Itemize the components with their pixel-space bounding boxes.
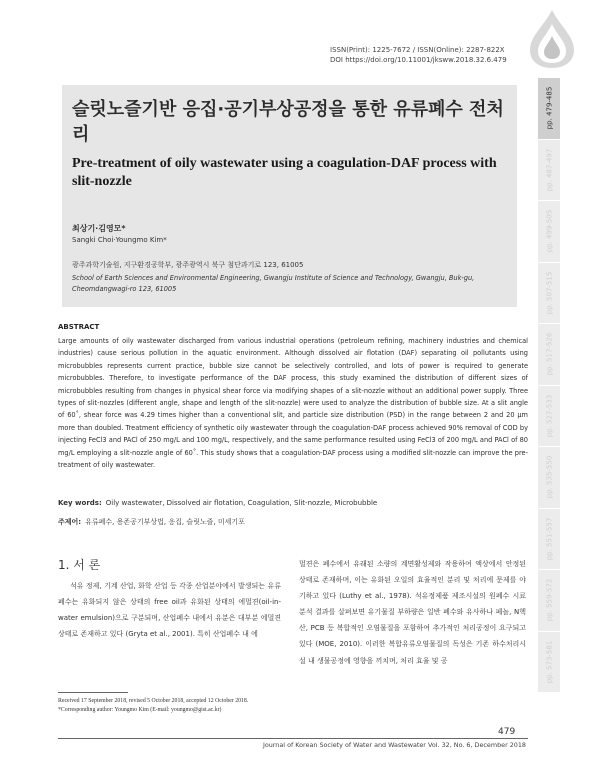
issn-block: [330, 45, 520, 65]
page-tab-527-533[interactable]: [538, 386, 560, 448]
body-right-column: 멀젼은 폐수에서 유래된 소량의 계면활성제와 작용하여 액상에서 안정된 상태로 존재하며, 이는 유화된 오일의 효율적인 분리 및 처리에 문제를 야기하고 있다 (Luthy et al., 1978). 석유정제품 제조시설의 원폐수 시료 분석 결과를 살펴보면 유기물질 부하량은 일반 폐수와 유사하나 페놀, N헥산, PCB 등 복합적인 오염물질을 포함하여 추가적인 처리공정이 요구되고 있다 (MOE, 2010). 이러한 복합유류오염물질의 독성은 기존 하수처리시설 내 생물공정에 영향을 끼치며, 처리 효율 및 공: [299, 560, 526, 665]
page-tab-551-557[interactable]: [538, 509, 560, 571]
page-tab-label: pp. 517-526: [545, 332, 553, 376]
footnote-corresponding: *Corresponding author: Youngmo Kim (E-mail: youngmo@gist.ac.kr): [58, 706, 222, 713]
keywords-label: Key words:: [58, 499, 102, 507]
page-tab-535-550[interactable]: [538, 447, 560, 509]
page-tab-label: pp. 479-485: [545, 86, 553, 130]
page-tab-label: pp. 499-505: [545, 209, 553, 253]
keywords-korean-line: [58, 517, 528, 527]
english-title: Pre-treatment of oily wastewater using a coagulation-DAF process with slit-nozzle: [72, 156, 497, 189]
page-tab-label: pp. 507-515: [545, 271, 553, 315]
page-tab-label: pp. 487-497: [545, 148, 553, 192]
issn-line: ISSN(Print): 1225-7672 / ISSN(Online): 2287-822X: [330, 46, 505, 54]
affiliation-korean: 광주과학기술원, 지구환경공학부, 광주광역시 북구 첨단과기로 123, 61005: [72, 261, 304, 269]
page-tab-label: pp. 573-581: [545, 640, 553, 684]
keywords-korean-text: 유류폐수, 용존공기부상법, 응집, 슬릿노즐, 미세기포: [85, 518, 245, 526]
keywords-line: [58, 499, 528, 507]
page-tab-label: pp. 559-572: [545, 578, 553, 622]
abstract-text: Large amounts of oily wastewater discharged from various industrial operations (petroleum refining, machinery industries and chemical industries) cause serious pollution in the aquatic environment. Although dissolved air flotation (DAF) separating oil pollutants using microbubbles represents current practice, bubble size cannot be selectively controlled, and lots of power is required to generate microbubbles. Therefore, to investigate performance of the DAF process, this study examined the distribution of different sizes of microbubbles resulting from changes in physical shear force via modifying shapes of a slit-nozzle without an additional power supply. Three types of slit-nozzles (different angle, shape and length of the slit-nozzle) were used to analyze the distribution of bubble size. At a slit angle of 60˚, shear force was 4.29 times higher than a conventional slit, and particle size distribution (PSD) in the range between 2 and 20 μm more than doubled. Treatment efficiency of synthetic oily wastewater through the coagulation-DAF process achieved 90% removal of COD by injecting FeCl3 and PACl of 250 mg/L and 100 mg/L, respectively, and the same performance resulted using FeCl3 of 200 mg/L and PACl of 80 mg/L employing a slit-nozzle angle of 60˚. This study shows that a coagulation-DAF process using a modified slit-nozzle can improve the pre-treatment of oily wastewater.: [58, 337, 528, 470]
abstract-heading: ABSTRACT: [58, 323, 100, 331]
authors-korean: 최상기·김영모*: [72, 224, 126, 233]
footnote-rule: [58, 692, 128, 693]
authors-english: Sangki Choi·Youngmo Kim*: [72, 236, 167, 244]
page-tab-label: pp. 527-533: [545, 394, 553, 438]
footnote: [58, 697, 288, 714]
page-tab-559-572[interactable]: [538, 570, 560, 632]
body-left-column: 석유 정제, 기계 산업, 화학 산업 등 각종 산업분야에서 발생되는 유류폐수는 유화되지 않은 상태의 free oil과 유화된 상태의 에멀젼(oil-in-water emulsion)으로 구분되며, 산업폐수 내에서 유분은 대부분 에멀젼 상태로 존재하고 있다 (Gryta et al., 2001). 특히 산업폐수 내 에: [58, 582, 281, 639]
page-tab-517-526[interactable]: [538, 324, 560, 386]
page-tab-label: pp. 551-557: [545, 517, 553, 561]
doi-line[interactable]: DOI https://doi.org/10.11001/jksww.2018.32.6.479: [330, 56, 507, 64]
page-tab-499-505[interactable]: [538, 201, 560, 263]
journal-footer: Journal of Korean Society of Water and Wastewater Vol. 32, No. 6, December 2018: [262, 741, 526, 749]
footnote-received: Received 17 September 2018, revised 5 October 2018, accepted 12 October 2018.: [58, 698, 249, 704]
journal-logo-icon: [524, 8, 580, 70]
page-tab-479-485[interactable]: [538, 78, 560, 140]
page-number: 479: [498, 727, 516, 737]
footer-rule: [58, 738, 528, 739]
keywords-text: Oily wastewater, Dissolved air flotation, Coagulation, Slit-nozzle, Microbubble: [105, 499, 378, 507]
affiliation-english: School of Earth Sciences and Environmental Engineering, Gwangju Institute of Science and Technology, Gwangju, Buk-gu, Cheomdangwagi-ro 123, 61005: [72, 274, 475, 293]
page-tab-label: pp. 535-550: [545, 455, 553, 499]
korean-title: 슬릿노즐기반 응집·공기부상공정을 통한 유류폐수 전처리: [72, 99, 504, 145]
title-box: [62, 85, 517, 307]
page-tab-487-497[interactable]: [538, 140, 560, 202]
section-heading: 1. 서 론: [58, 558, 101, 572]
page-tab-573-581[interactable]: [538, 632, 560, 694]
keywords-korean-label: 주제어:: [58, 518, 82, 526]
page-range-tabs: [538, 78, 560, 693]
page-tab-507-515[interactable]: [538, 263, 560, 325]
